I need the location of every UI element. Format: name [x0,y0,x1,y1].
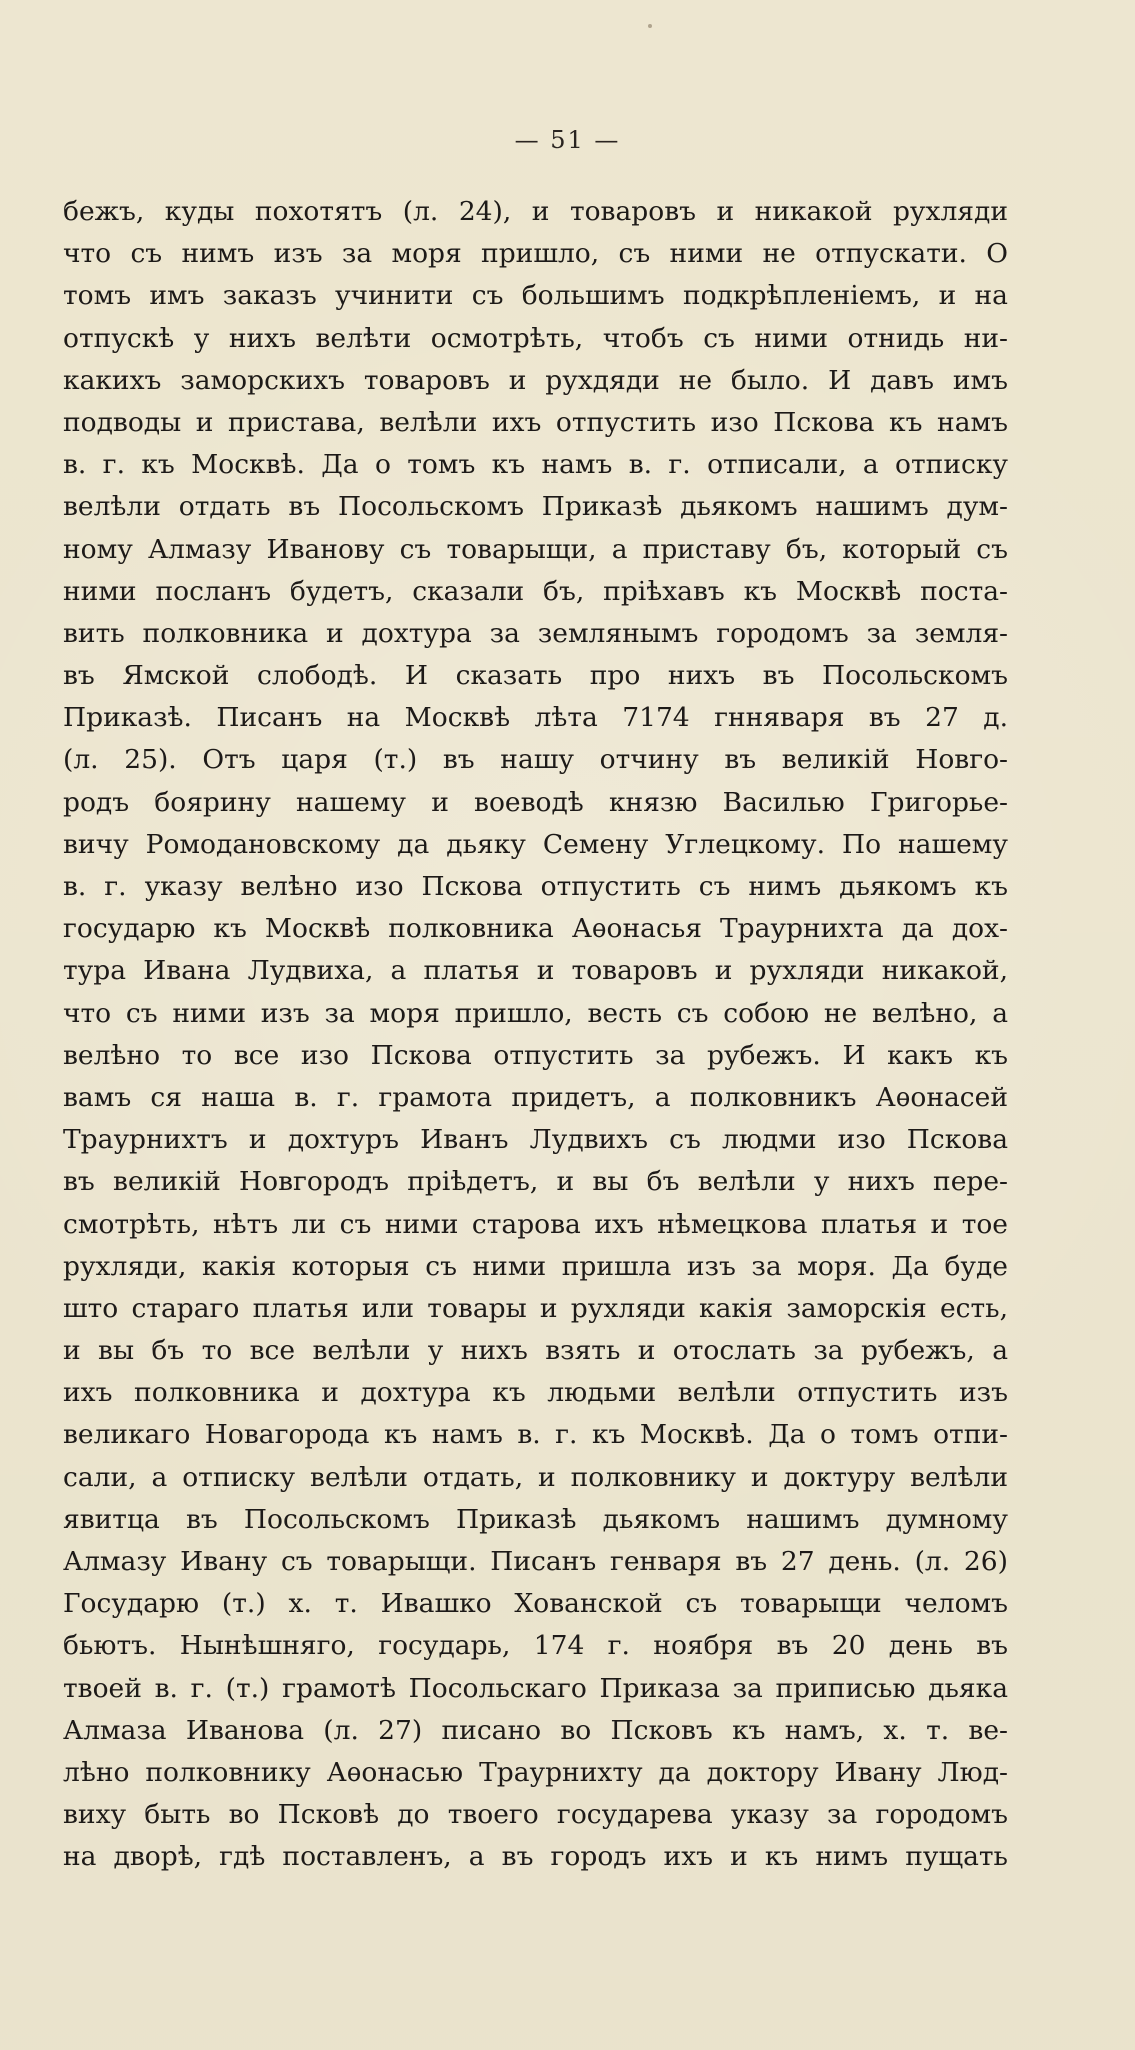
text-line: лѣно полковнику Аѳонасью Траурнихту да доктору Ивану Люд- [63,1756,1008,1788]
text-line: родъ боярину нашему и воеводѣ князю Василью Григорье- [63,786,1008,818]
text-line: въ Ямской слободѣ. И сказать про нихъ въ Посольскомъ [63,660,1008,692]
text-line: ихъ полковника и дохтура къ людьми велѣли отпустить изъ [63,1377,1008,1409]
text-line: вамъ ся наша в. г. грамота придетъ, а полковникъ Аѳонасей [63,1081,1008,1113]
text-line: тура Ивана Лудвиха, а платья и товаровъ и рухляди никакой, [63,955,1008,987]
text-line: и вы бъ то все велѣли у нихъ взять и отослать за рубежъ, а [63,1335,1008,1367]
text-line: въ великій Новгородъ пріѣдетъ, и вы бъ велѣли у нихъ пере- [63,1166,1008,1198]
body-text [63,191,1008,1879]
text-line: в. г. къ Москвѣ. Да о томъ къ намъ в. г. отписали, а отписку [63,449,1008,481]
text-line: ними посланъ будетъ, сказали бъ, пріѣхавъ къ Москвѣ поста- [63,575,1008,607]
text-line: в. г. указу велѣно изо Пскова отпустить съ нимъ дьякомъ къ [63,871,1008,902]
text-line: Алмаза Иванова (л. 27) писано во Псковъ къ намъ, х. т. ве- [63,1714,1008,1746]
text-line: ному Алмазу Иванову съ товарыщи, а приставу бъ, который съ [63,533,1008,565]
page-number: — 51 — [514,126,621,154]
text-line: бежъ, куды похотятъ (л. 24), и товаровъ и никакой рухляди [63,196,1008,227]
text-line: што стараго платья или товары и рухляди какія заморскія есть, [63,1292,1008,1324]
text-line: явитца въ Посольскомъ Приказѣ дьякомъ нашимъ думному [63,1503,1008,1535]
text-line: рухляди, какія которыя съ ними пришла изъ за моря. Да буде [63,1250,1008,1282]
text-line: вичу Ромодановскому да дьяку Семену Углецкому. По нашему [63,828,1008,860]
text-line: на дворѣ, гдѣ поставленъ, а въ городъ ихъ и къ нимъ пущать [63,1841,1008,1873]
text-line: что съ ними изъ за моря пришло, весть съ собою не велѣно, а [63,997,1008,1029]
text-line: государю къ Москвѣ полковника Аѳонасья Траурнихта да дох- [63,913,1008,945]
text-line: Приказѣ. Писанъ на Москвѣ лѣта 7174 гнняваря въ 27 д. [63,702,1008,734]
text-line: отпускѣ у нихъ велѣти осмотрѣть, чтобъ съ ними отнидь ни- [63,322,1008,354]
text-line: твоей в. г. (т.) грамотѣ Посольскаго Приказа за приписью дьяка [63,1672,1008,1704]
paper-speck [648,24,652,28]
text-line: Траурнихтъ и дохтуръ Иванъ Лудвихъ съ людми изо Пскова [63,1124,1008,1156]
text-line: Государю (т.) х. т. Ивашко Хованской съ товарыщи челомъ [63,1588,1008,1620]
text-line: какихъ заморскихъ товаровъ и рухдяди не было. И давъ имъ [63,364,1008,396]
text-line: бьютъ. Нынѣшняго, государь, 174 г. ноября въ 20 день въ [63,1630,1008,1662]
text-line: что съ нимъ изъ за моря пришло, съ ними не отпускати. О [63,238,1008,270]
text-line: виху быть во Псковѣ до твоего государева указу за городомъ [63,1799,1008,1831]
text-line: смотрѣть, нѣтъ ли съ ними старова ихъ нѣмецкова платья и тое [63,1208,1008,1240]
text-line: подводы и пристава, велѣли ихъ отпустить изо Пскова къ намъ [63,406,1008,438]
text-line: томъ имъ заказъ учинити съ большимъ подкрѣпленіемъ, и на [63,280,1008,312]
text-line: вить полковника и дохтура за землянымъ городомъ за земля- [63,617,1008,649]
text-line: (л. 25). Отъ царя (т.) въ нашу отчину въ великій Новго- [63,744,1008,776]
text-line: велѣли отдать въ Посольскомъ Приказѣ дьякомъ нашимъ дум- [63,491,1008,523]
text-line: сали, а отписку велѣли отдать, и полковнику и доктуру велѣли [63,1461,1008,1493]
text-line: Алмазу Ивану съ товарыщи. Писанъ генваря въ 27 день. (л. 26) [63,1546,1008,1577]
text-line: великаго Новагорода къ намъ в. г. къ Москвѣ. Да о томъ отпи- [63,1419,1008,1451]
text-line: велѣно то все изо Пскова отпустить за рубежъ. И какъ къ [63,1039,1008,1071]
